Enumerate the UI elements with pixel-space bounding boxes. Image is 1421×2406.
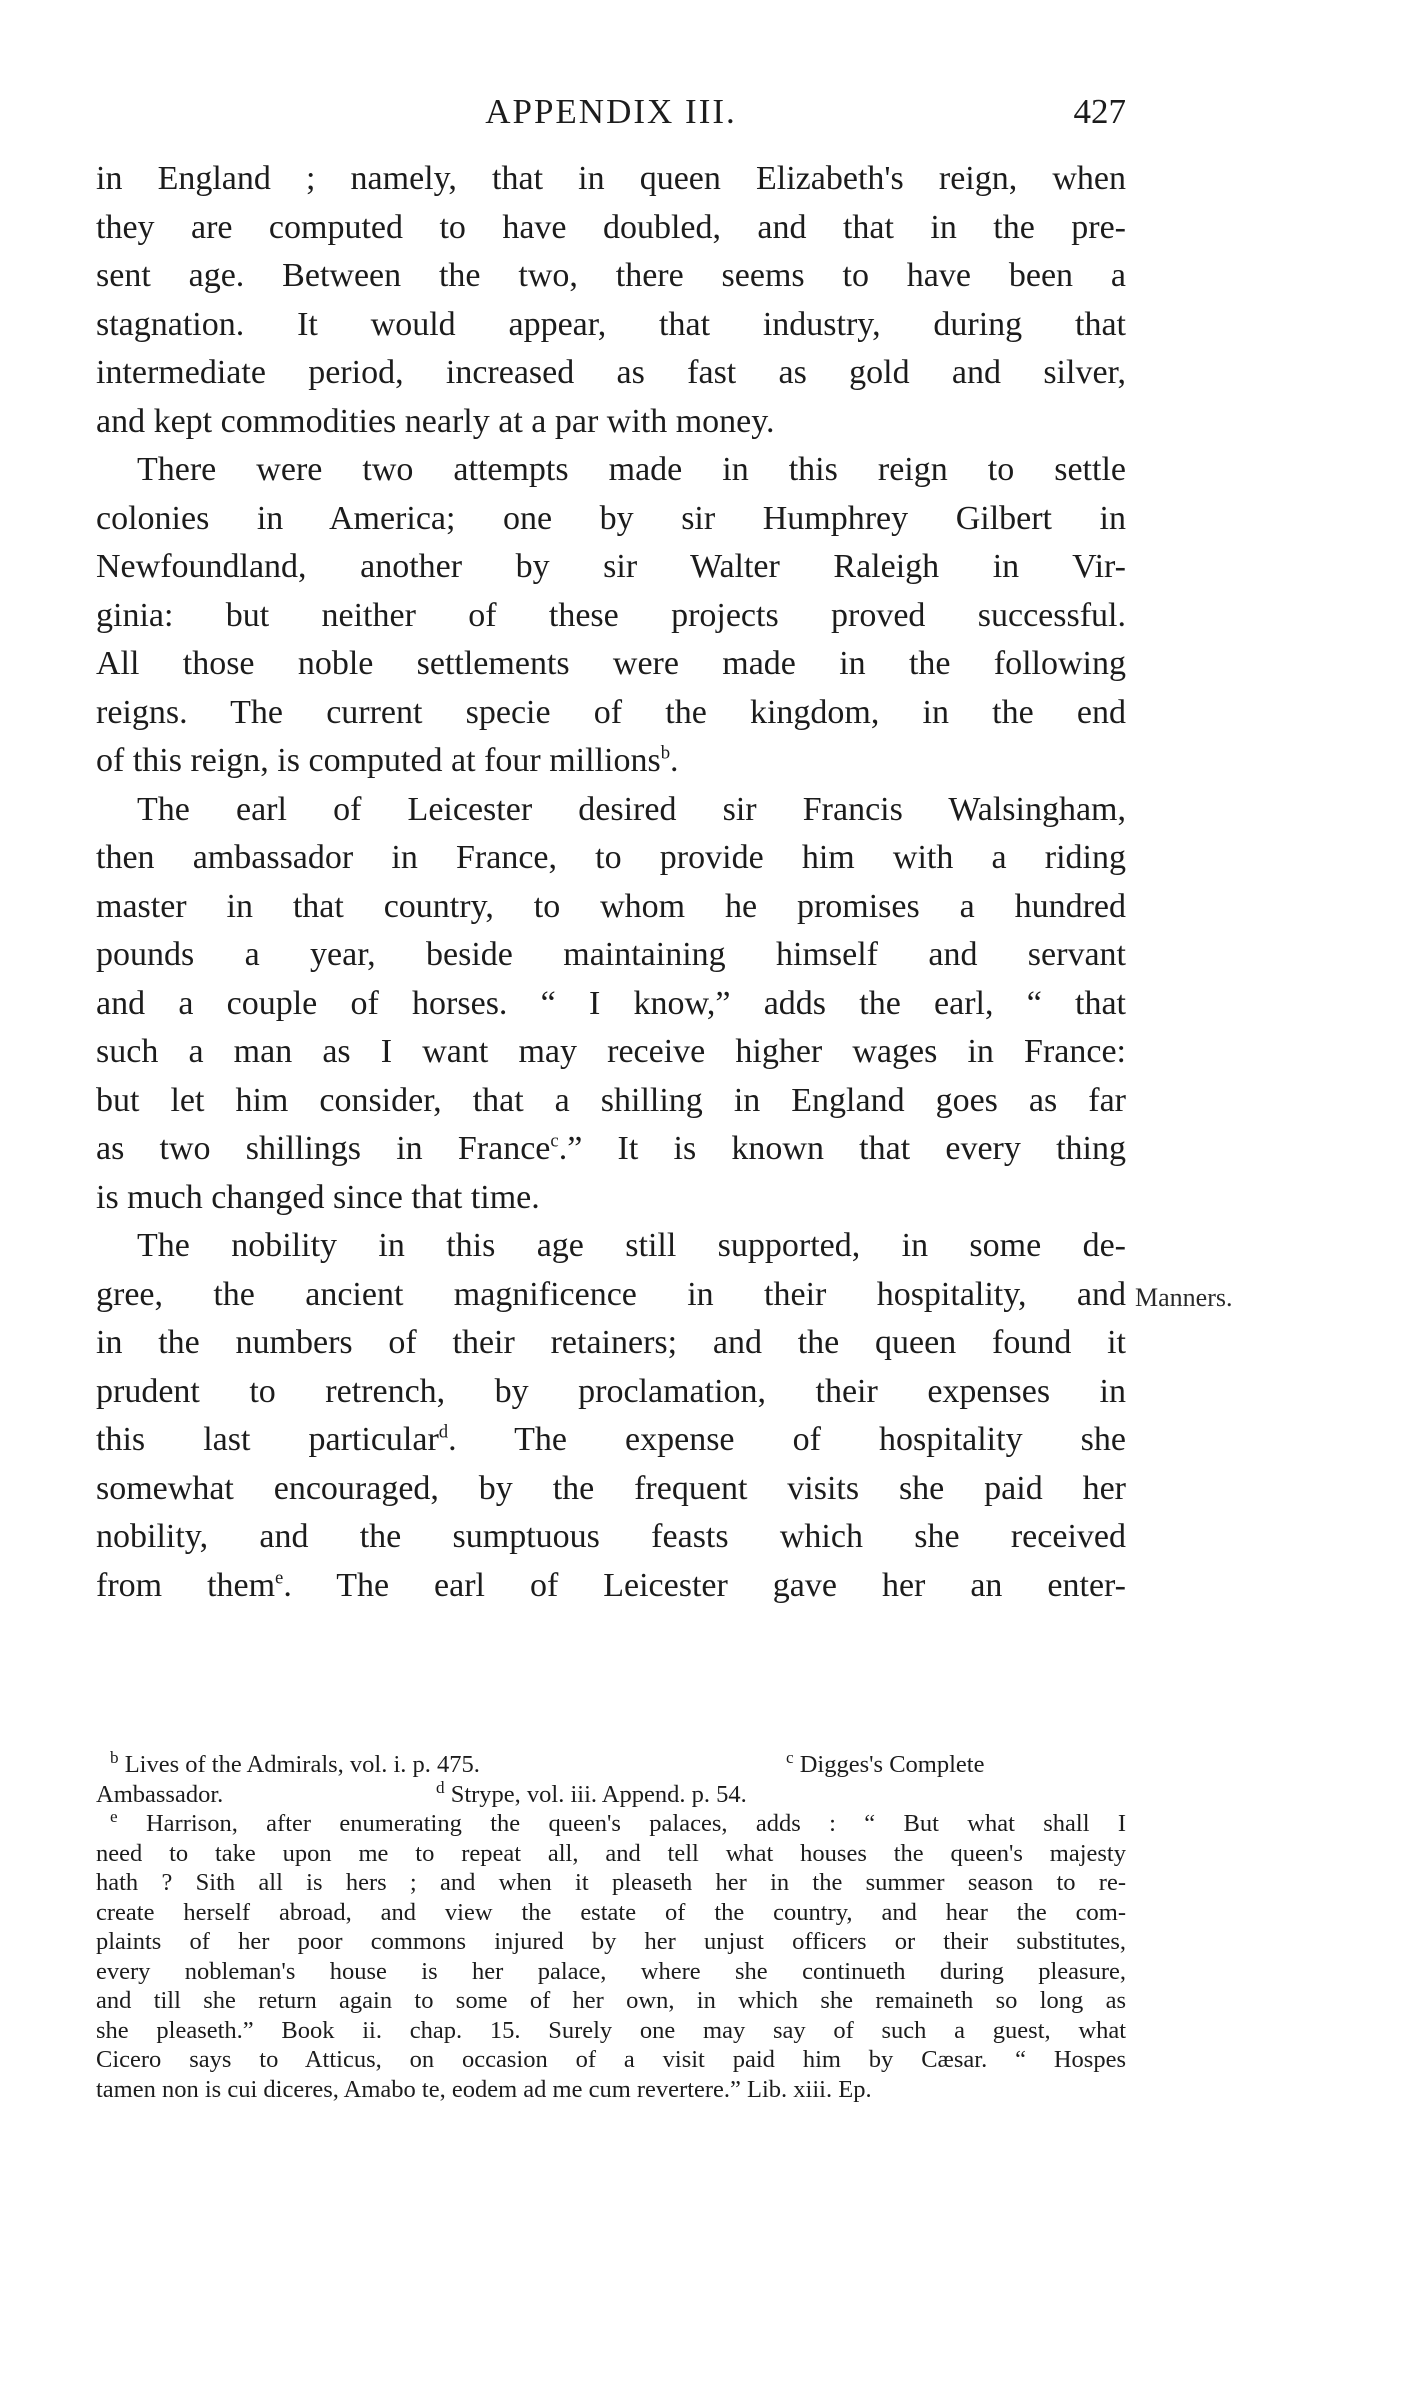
page-header xyxy=(96,92,1126,142)
footnote-e-line: tamen non is cui diceres, Amabo te, eodem ad me cum revertere.” Lib. xiii. Ep. xyxy=(96,2075,872,2103)
text-run: from them xyxy=(96,1566,276,1604)
footnote-e-line: Cicero says to Atticus, on occasion of a visit paid him by Cæsar. “ Hospes xyxy=(96,2046,1126,2073)
footnote-e-line: hath ? Sith all is hers ; and when it pleaseth her in the summer season to re- xyxy=(96,1869,1126,1896)
footnote-text: Harrison, after enumerating the queen's palaces, adds : “ But what shall I xyxy=(145,1810,1127,1837)
text-line: nobility, and the sumptuous feasts which she received xyxy=(96,1518,1126,1555)
text-line: in England ; namely, that in queen Elizabeth's reign, when xyxy=(96,160,1126,197)
margin-note: Manners. xyxy=(1135,1283,1233,1312)
body-text xyxy=(96,155,1126,1610)
footnote-e-line: plaints of her poor commons injured by her unjust officers or their substitutes, xyxy=(96,1928,1126,1955)
footnote-c xyxy=(786,1747,985,1780)
footnote-ref-d: d xyxy=(438,1421,449,1443)
text-line: ginia: but neither of these projects proved successful. xyxy=(96,596,1126,634)
text-line xyxy=(96,737,1126,786)
text-run: .” It is known that every thing xyxy=(558,1130,1126,1167)
running-title: APPENDIX III. xyxy=(485,92,737,131)
text-line: prudent to retrench, by proclamation, their expenses in xyxy=(96,1372,1126,1410)
text-line: The earl of Leicester desired sir Francis Walsingham, xyxy=(137,790,1126,828)
page-number: 427 xyxy=(1073,92,1126,131)
text-line: then ambassador in France, to provide him with a riding xyxy=(96,839,1126,876)
footnote-ref-e: e xyxy=(275,1567,284,1589)
text-line: pounds a year, beside maintaining himself and servant xyxy=(96,936,1126,973)
footnote-mark: e xyxy=(110,1806,118,1826)
footnote-row xyxy=(96,1777,1126,1810)
text-line: Newfoundland, another by sir Walter Raleigh in Vir- xyxy=(96,548,1126,585)
footnote-ref-b: b xyxy=(660,742,671,764)
footnote-mark: c xyxy=(786,1747,794,1767)
text-run: this last particular xyxy=(96,1421,439,1458)
footnote-e-line xyxy=(96,1806,1127,1839)
text-line: There were two attempts made in this reign to settle xyxy=(137,451,1126,488)
text-line: reigns. The current specie of the kingdom, in the end xyxy=(96,693,1126,731)
footnote-text: Strype, vol. iii. Append. p. 54. xyxy=(450,1780,747,1808)
footnote-mark: d xyxy=(436,1777,445,1797)
text-line: but let him consider, that a shilling in England goes as far xyxy=(96,1081,1126,1119)
text-line: in the numbers of their retainers; and the queen found it xyxy=(96,1324,1126,1361)
footnote-e-line: create herself abroad, and view the estate of the country, and hear the com- xyxy=(96,1898,1126,1926)
footnote-d xyxy=(436,1777,747,1810)
text-line: gree, the ancient magnificence in their hospitality, and xyxy=(96,1275,1126,1313)
footnote-c-cont: Ambassador. xyxy=(96,1780,224,1808)
text-line: intermediate period, increased as fast as gold and silver, xyxy=(96,354,1126,391)
text-run: as two shillings in France xyxy=(96,1130,551,1167)
footnote-mark: b xyxy=(110,1747,119,1767)
footnote-text: Lives of the Admirals, vol. i. p. 475. xyxy=(124,1751,480,1778)
footnotes xyxy=(96,1747,1127,2104)
footnote-b xyxy=(110,1747,480,1780)
footnote-e-line: she pleaseth.” Book ii. chap. 15. Surely one may say of such a guest, what xyxy=(96,2016,1126,2044)
text-line: and kept commodities nearly at a par with money. xyxy=(96,402,775,440)
text-run: . xyxy=(670,742,679,779)
text-line: colonies in America; one by sir Humphrey Gilbert in xyxy=(96,499,1126,537)
text-line xyxy=(96,1562,1126,1611)
text-line xyxy=(96,1125,1126,1174)
text-line: All those noble settlements were made in the following xyxy=(96,645,1126,682)
text-line: they are computed to have doubled, and that in the pre- xyxy=(96,208,1126,246)
text-run: of this reign, is computed at four millions xyxy=(96,742,661,779)
footnote-e-line: and till she return again to some of her own, in which she remaineth so long as xyxy=(96,1987,1126,2014)
text-line: master in that country, to whom he promises a hundred xyxy=(96,887,1126,925)
footnote-row xyxy=(96,1747,1126,1780)
text-line: is much changed since that time. xyxy=(96,1178,540,1216)
text-line xyxy=(96,1416,1126,1465)
footnote-e-line: every nobleman's house is her palace, where she continueth during pleasure, xyxy=(96,1957,1126,1985)
text-line: such a man as I want may receive higher wages in France: xyxy=(96,1033,1126,1070)
text-run: . The earl of Leicester gave her an enter- xyxy=(283,1566,1126,1604)
footnote-e-line: need to take upon me to repeat all, and tell what houses the queen's majesty xyxy=(96,1839,1126,1867)
footnote-text: Digges's Complete xyxy=(799,1751,985,1778)
text-run: . The expense of hospitality she xyxy=(448,1421,1126,1458)
text-line: The nobility in this age still supported, in some de- xyxy=(137,1227,1126,1264)
text-line: somewhat encouraged, by the frequent visits she paid her xyxy=(96,1469,1126,1507)
text-line: and a couple of horses. “ I know,” adds the earl, “ that xyxy=(96,984,1126,1022)
text-line: sent age. Between the two, there seems to have been a xyxy=(96,257,1126,294)
text-line: stagnation. It would appear, that industry, during that xyxy=(96,305,1126,343)
footnote-ref-c: c xyxy=(550,1130,559,1152)
